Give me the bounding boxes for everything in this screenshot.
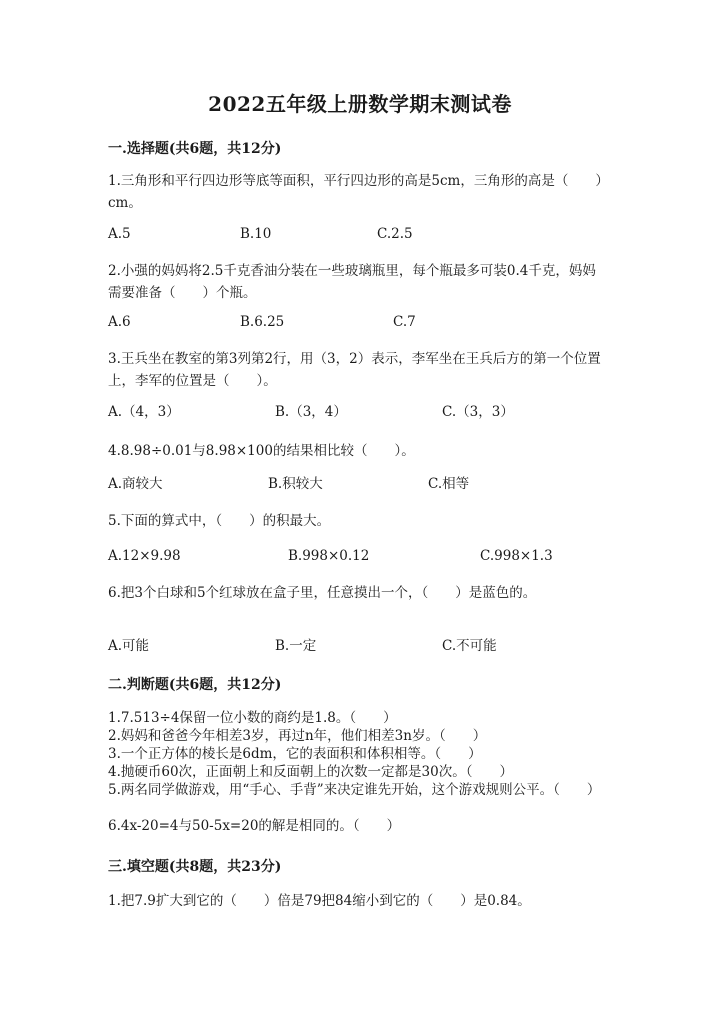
choice-2-option-c: C.7 (393, 314, 416, 330)
choice-6-option-c: C.不可能 (442, 638, 497, 654)
choice-2-option-b: B.6.25 (240, 314, 285, 330)
choice-question-6: 6.把3个白球和5个红球放在盒子里，任意摸出一个，（ ）是蓝色的。 (108, 585, 537, 601)
choice-6-option-b: B.一定 (275, 638, 317, 654)
judge-question-6: 6.4x-20=4与50-5x=20的解是相同的。（ ） (108, 818, 401, 834)
choice-5-option-a: A.12×9.98 (108, 548, 181, 564)
fill-question-1: 1.把7.9扩大到它的（ ）倍是79把84缩小到它的（ ）是0.84。 (108, 893, 531, 909)
choice-3-option-c: C.（3，3） (442, 404, 514, 420)
choice-2-option-a: A.6 (108, 314, 131, 330)
choice-3-option-b: B.（3，4） (275, 404, 347, 420)
section-heading-fill: 三.填空题(共8题，共23分) (108, 859, 282, 875)
choice-5-option-c: C.998×1.3 (480, 548, 553, 564)
choice-question-1: 1.三角形和平行四边形等底等面积，平行四边形的高是5cm，三角形的高是（ ）cm。 (108, 173, 603, 211)
page-title: 2022五年级上册数学期末测试卷 (208, 92, 512, 116)
choice-5-option-b: B.998×0.12 (288, 548, 370, 564)
choice-question-4: 4.8.98÷0.01与8.98×100的结果相比较（ ）。 (108, 443, 415, 459)
section-heading-judge: 二.判断题(共6题，共12分) (108, 677, 282, 693)
choice-4-option-a: A.商较大 (108, 476, 163, 492)
choice-4-option-b: B.积较大 (268, 476, 323, 492)
choice-question-5: 5.下面的算式中，（ ）的积最大。 (108, 513, 331, 529)
section-heading-choice: 一.选择题(共6题，共12分) (108, 141, 282, 157)
judge-question-4: 4.抛硬币60次，正面朝上和反面朝上的次数一定都是30次。（ ） (108, 764, 513, 780)
choice-1-option-a: A.5 (108, 226, 131, 242)
judge-question-1: 1.7.513÷4保留一位小数的商约是1.8。（ ） (108, 710, 397, 726)
judge-question-2: 2.妈妈和爸爸今年相差3岁，再过n年，他们相差3n岁。（ ） (108, 728, 487, 744)
choice-4-option-c: C.相等 (428, 476, 470, 492)
choice-3-option-a: A.（4，3） (108, 404, 180, 420)
choice-6-option-a: A.可能 (108, 638, 150, 654)
judge-question-5: 5.两名同学做游戏，用“手心、手背”来决定谁先开始，这个游戏规则公平。（ ） (108, 782, 601, 798)
choice-question-2: 2.小强的妈妈将2.5千克香油分装在一些玻璃瓶里，每个瓶最多可装0.4千克，妈妈需要准备（ ）个瓶。 (108, 263, 596, 301)
choice-1-option-b: B.10 (240, 226, 272, 242)
judge-question-3: 3.一个正方体的棱长是6dm，它的表面积和体积相等。（ ） (108, 746, 482, 762)
choice-1-option-c: C.2.5 (377, 226, 413, 242)
choice-question-3: 3.王兵坐在教室的第3列第2行，用（3，2）表示，李军坐在王兵后方的第一个位置上，李军的位置是（ ）。 (108, 351, 601, 389)
